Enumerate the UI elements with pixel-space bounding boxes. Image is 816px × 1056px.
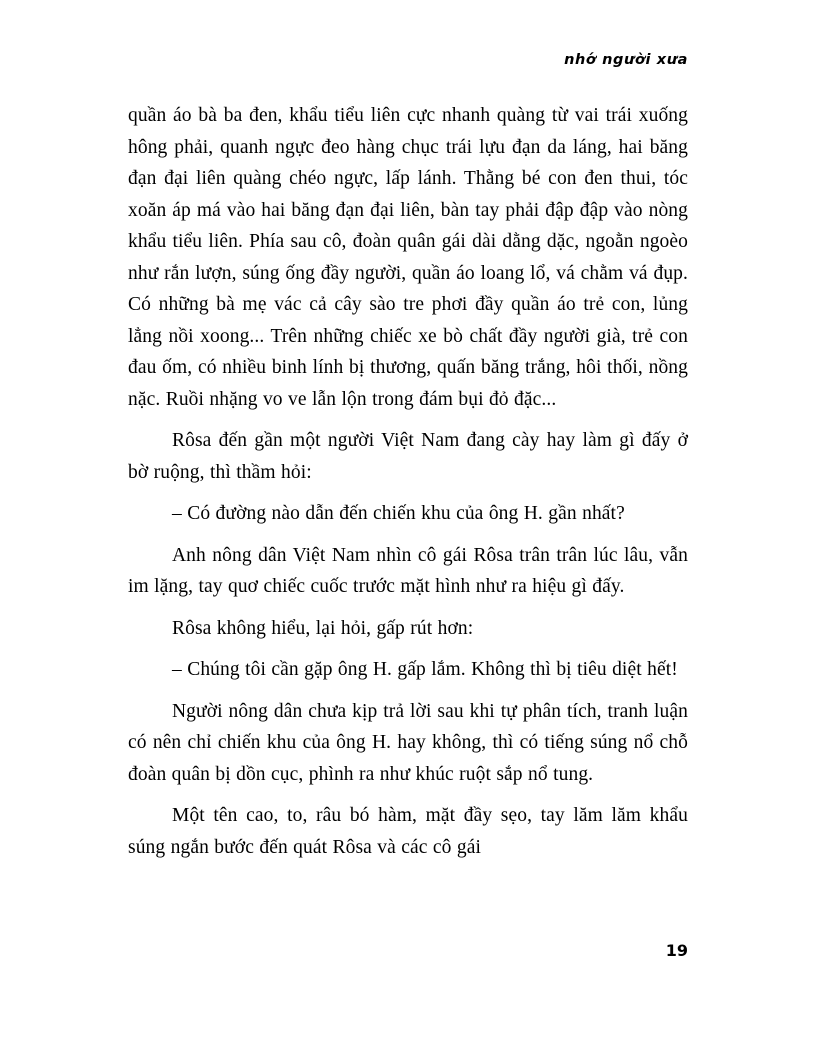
page-number: 19 <box>665 941 688 960</box>
running-head: nhớ người xưa <box>564 52 688 68</box>
paragraph: Người nông dân chưa kịp trả lời sau khi tự phân tích, tranh luận có nên chỉ chiến khu của ông H. hay không, thì có tiếng súng nổ chỗ đoàn quân bị dồn cục, phình ra như khúc ruột sắp nổ tung. <box>128 700 688 785</box>
paragraph: – Chúng tôi cần gặp ông H. gấp lắm. Không thì bị tiêu diệt hết! <box>172 659 678 680</box>
paragraph: quần áo bà ba đen, khẩu tiểu liên cực nhanh quàng từ vai trái xuống hông phải, quanh ngực đeo hàng chục trái lựu đạn da láng, hai băng đạn đại liên quàng chéo ngực, lấp lánh. Thằng bé con đen thui, tóc xoăn áp má vào hai băng đạn đại liên, bàn tay phải đập đập vào nòng khẩu tiểu liên. Phía sau cô, đoàn quân gái dài dằng dặc, ngoằn ngoèo như rắn lượn, súng ống đầy người, quần áo loang lổ, vá chằm vá đụp. Có những bà mẹ vác cả cây sào tre phơi đầy quần áo trẻ con, lủng lẳng nồi xoong... Trên những chiếc xe bò chất đầy người già, trẻ con đau ốm, có nhiều binh lính bị thương, quấn băng trắng, hôi thối, nồng nặc. Ruồi nhặng vo ve lẫn lộn trong đám bụi đỏ đặc... <box>128 105 688 410</box>
paragraph: – Có đường nào dẫn đến chiến khu của ông H. gần nhất? <box>172 503 625 524</box>
paragraph: Anh nông dân Việt Nam nhìn cô gái Rôsa trân trân lúc lâu, vẫn im lặng, tay quơ chiếc cuốc trước mặt hình như ra hiệu gì đấy. <box>128 544 688 597</box>
paragraph: Rôsa không hiểu, lại hỏi, gấp rút hơn: <box>172 617 474 639</box>
paragraph: Rôsa đến gần một người Việt Nam đang cày hay làm gì đấy ở bờ ruộng, thì thầm hỏi: <box>128 430 688 483</box>
body-text <box>128 100 688 863</box>
paragraph: Một tên cao, to, râu bó hàm, mặt đầy sẹo, tay lăm lăm khẩu súng ngắn bước đến quát Rôsa và các cô gái <box>128 805 688 858</box>
page-content <box>128 52 688 863</box>
